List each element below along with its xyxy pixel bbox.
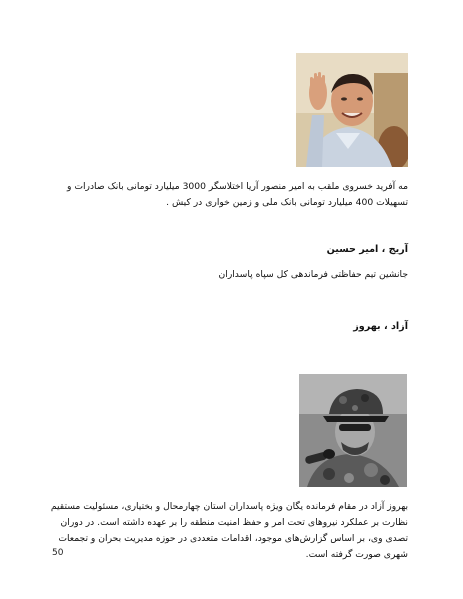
entry-2-name-heading: آریج ، امیر حسین <box>326 244 408 255</box>
entry-3-name-heading: آزاد ، بهروز <box>353 321 408 332</box>
portrait-photo-1 <box>296 53 408 167</box>
page-number: 50 <box>52 548 64 558</box>
entry-2-description: جانشین تیم حفاظتی فرماندهی کل سپاه پاسداران <box>218 269 408 280</box>
entry-3-paragraph: بهروز آزاد در مقام فرمانده یگان ویژه پاسداران استان چهارمحال و بختیاری، مسئولیت مستقیم نظارت بر عملکرد نیروهای تحت امر و حفظ امنیت منطقه را بر عهده داشته است. در دوران تصدی وی، بر اساس گزارش‌های موجود، اقدامات متعددی در حوزه مدیریت بحران و تجمعات شهری صورت گرفته است. <box>50 501 408 560</box>
portrait-photo-2 <box>299 374 407 487</box>
entry-1-paragraph: مه آفرید خسروی ملقب به امیر منصور آریا اختلاسگر 3000 میلیارد تومانی بانک صادرات و تسهیلات 400 میلیارد تومانی بانک ملی و زمین خواری در کیش . <box>66 181 408 208</box>
portrait-photo-2-image <box>299 374 407 487</box>
portrait-photo-1-image <box>296 53 408 167</box>
